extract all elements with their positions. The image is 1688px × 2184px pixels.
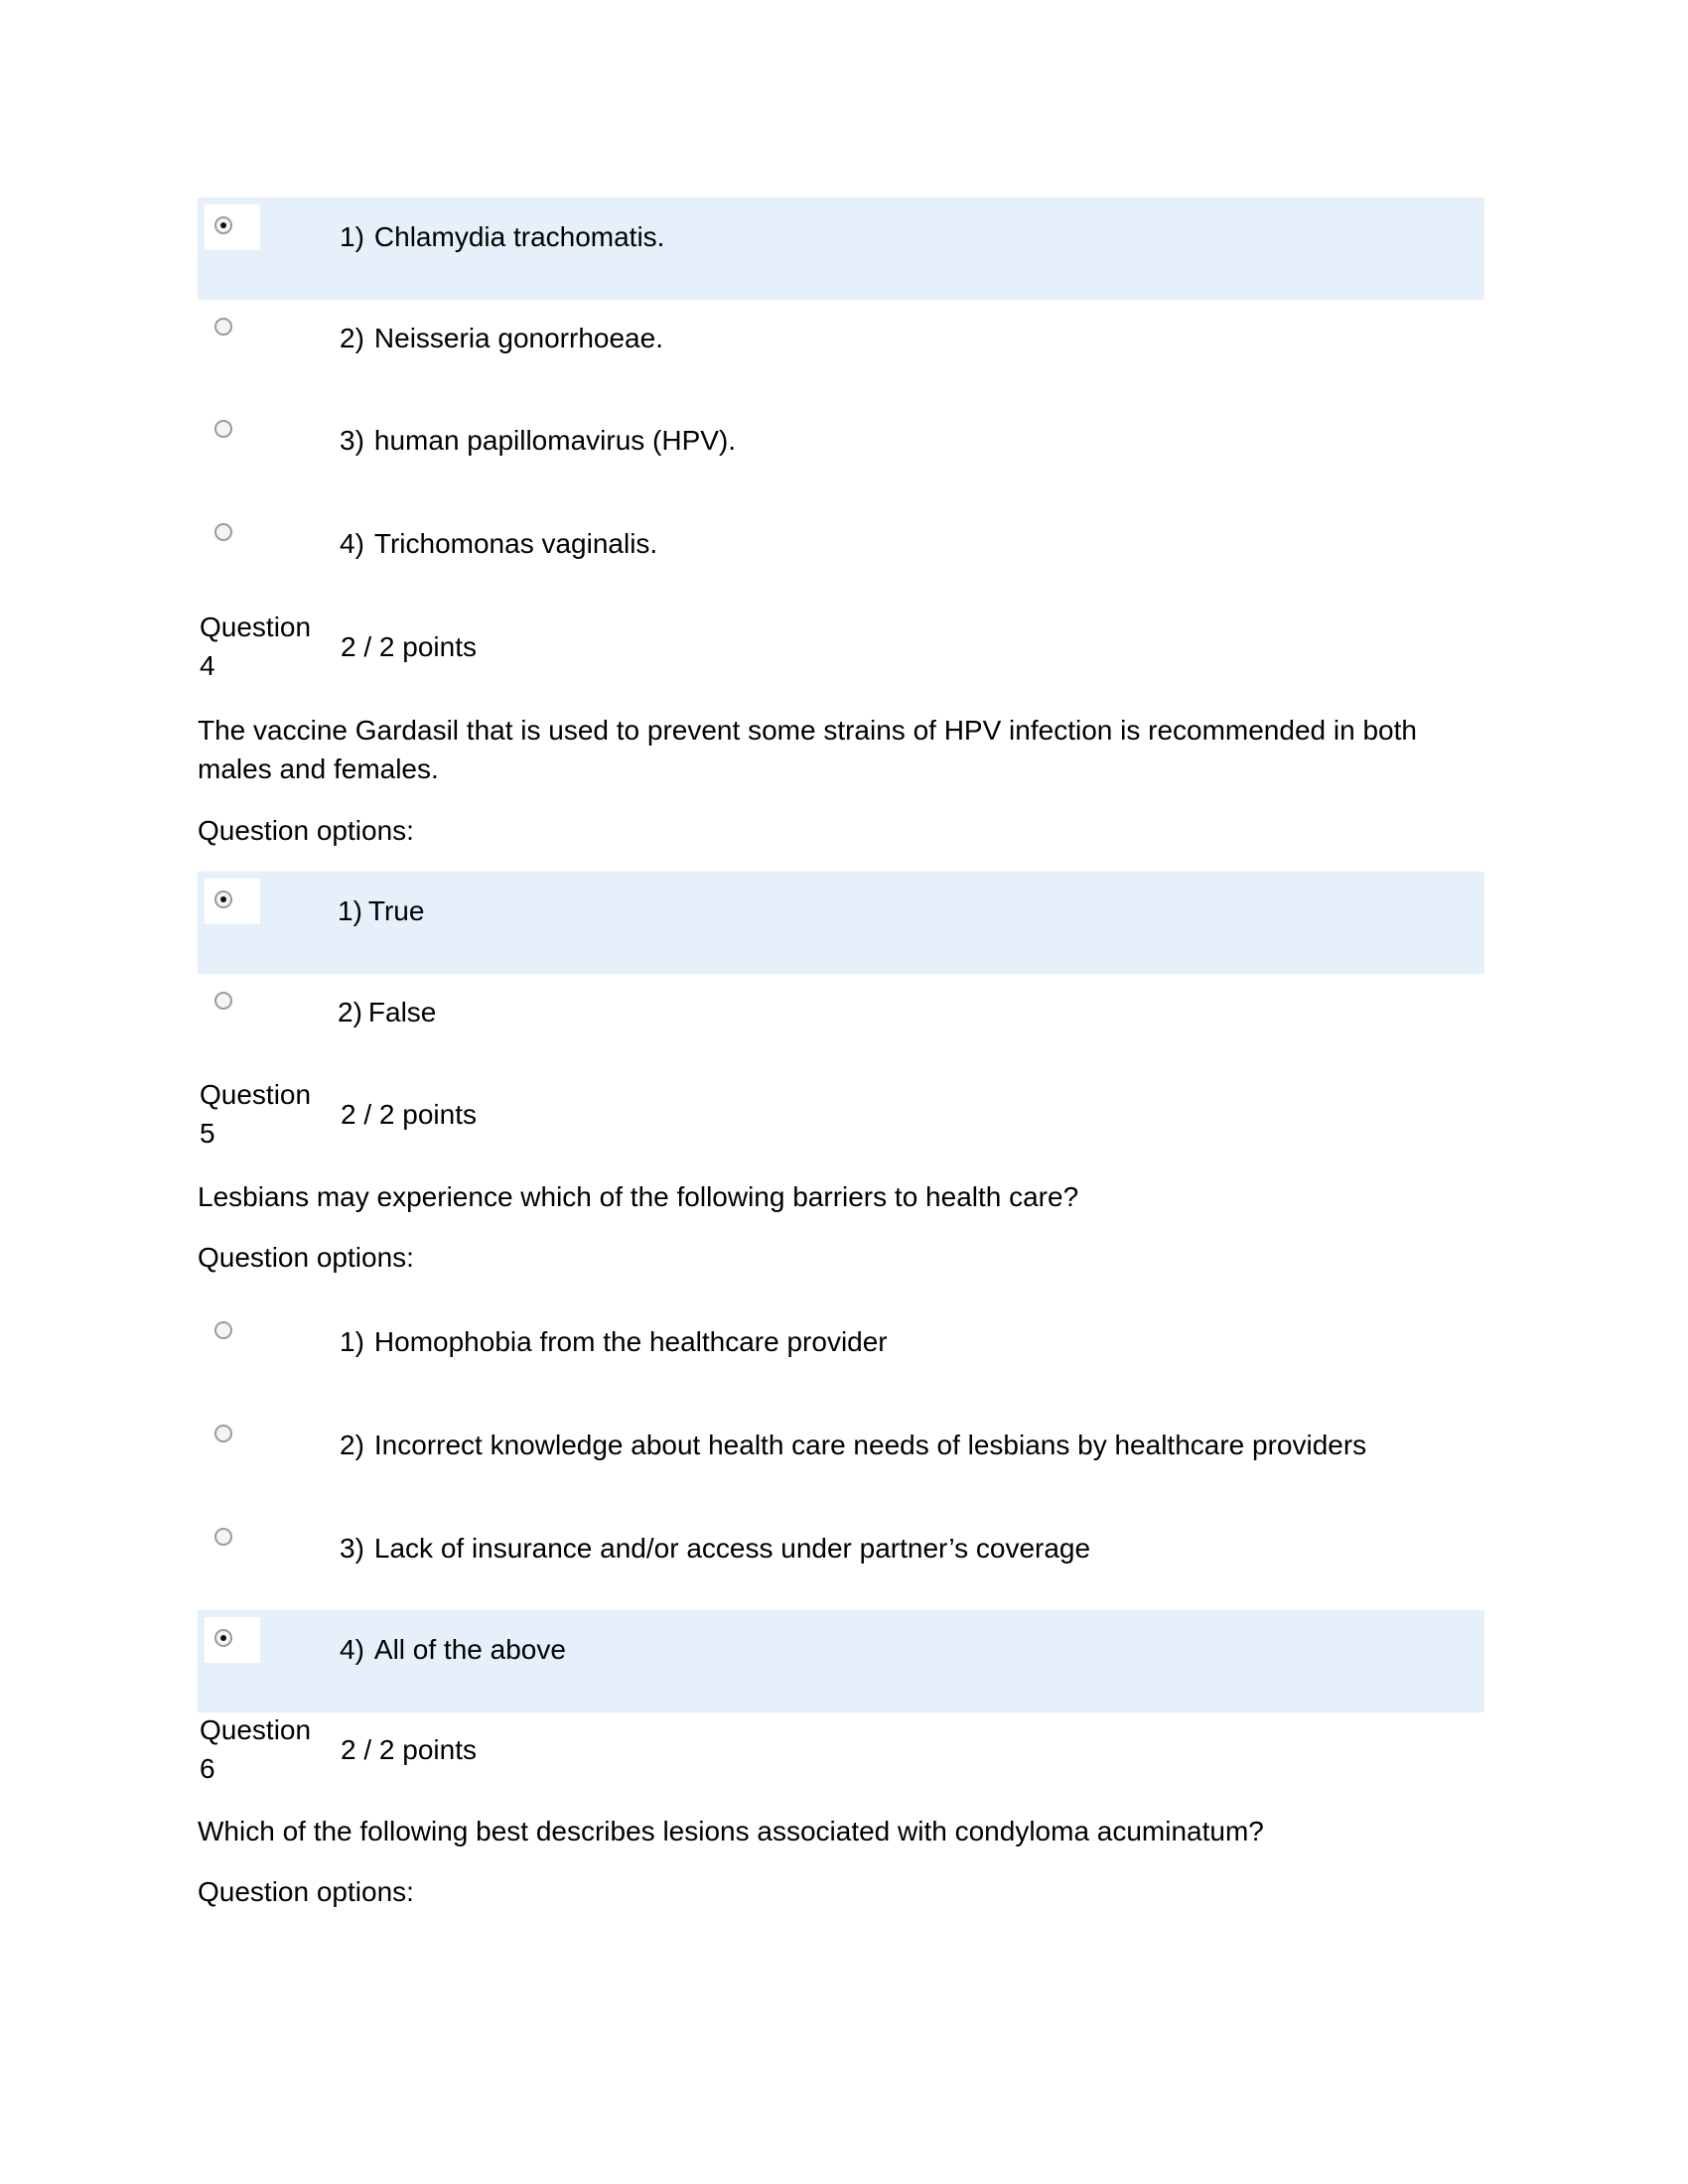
question-label: Question 5 xyxy=(200,1079,312,1149)
option-label: 1) Chlamydia trachomatis. xyxy=(340,221,665,252)
option-row[interactable] xyxy=(198,1406,1484,1508)
radio-container xyxy=(205,511,260,557)
question-points: 2 / 2 points xyxy=(341,1734,477,1765)
radio-button[interactable] xyxy=(214,992,232,1010)
radio-container xyxy=(205,408,260,454)
option-label: 3) Lack of insurance and/or access under partner’s coverage xyxy=(340,1533,1091,1564)
question-label: Question 4 xyxy=(200,612,312,681)
option-row[interactable] xyxy=(198,401,1484,503)
radio-container xyxy=(205,1617,260,1663)
radio-container xyxy=(205,205,260,250)
option-row[interactable] xyxy=(198,198,1484,300)
radio-button[interactable] xyxy=(214,1321,232,1339)
option-label: 3) human papillomavirus (HPV). xyxy=(340,425,737,456)
option-row[interactable] xyxy=(198,1302,1484,1405)
option-label: 2) Neisseria gonorrhoeae. xyxy=(340,323,663,353)
option-label: 2) False xyxy=(338,997,437,1027)
radio-container xyxy=(205,1309,260,1355)
option-label: 4) Trichomonas vaginalis. xyxy=(340,528,658,559)
option-row[interactable] xyxy=(198,872,1484,974)
option-row[interactable] xyxy=(198,1509,1484,1611)
question-points: 2 / 2 points xyxy=(341,631,477,662)
option-label: 1) Homophobia from the healthcare provider xyxy=(340,1326,888,1357)
option-row[interactable] xyxy=(198,299,1484,401)
radio-button[interactable] xyxy=(214,1425,232,1442)
radio-button[interactable] xyxy=(214,890,232,908)
question-text: The vaccine Gardasil that is used to prevent some strains of HPV infection is recommended in both males and females. xyxy=(198,715,1417,784)
question-points: 2 / 2 points xyxy=(341,1099,477,1130)
radio-container xyxy=(205,879,260,924)
option-row[interactable] xyxy=(198,1610,1484,1712)
radio-button[interactable] xyxy=(214,1528,232,1546)
option-label: 1) True xyxy=(338,895,425,926)
question-options-heading: Question options: xyxy=(198,815,414,846)
radio-button[interactable] xyxy=(214,420,232,438)
radio-button[interactable] xyxy=(214,523,232,541)
radio-container xyxy=(205,1413,260,1458)
radio-button[interactable] xyxy=(214,1629,232,1647)
radio-button[interactable] xyxy=(214,216,232,234)
question-options-heading: Question options: xyxy=(198,1876,414,1907)
question-text: Lesbians may experience which of the following barriers to health care? xyxy=(198,1181,1079,1212)
radio-button[interactable] xyxy=(214,318,232,336)
radio-container xyxy=(205,306,260,351)
radio-container xyxy=(205,1516,260,1562)
option-row[interactable] xyxy=(198,504,1484,607)
option-label: 4) All of the above xyxy=(340,1634,566,1665)
radio-container xyxy=(205,980,260,1025)
question-text: Which of the following best describes lesions associated with condyloma acuminatum? xyxy=(198,1816,1264,1846)
question-options-heading: Question options: xyxy=(198,1242,414,1273)
option-row[interactable] xyxy=(198,973,1484,1075)
question-label: Question 6 xyxy=(200,1714,312,1784)
option-label: 2) Incorrect knowledge about health care needs of lesbians by healthcare providers xyxy=(340,1430,1367,1460)
